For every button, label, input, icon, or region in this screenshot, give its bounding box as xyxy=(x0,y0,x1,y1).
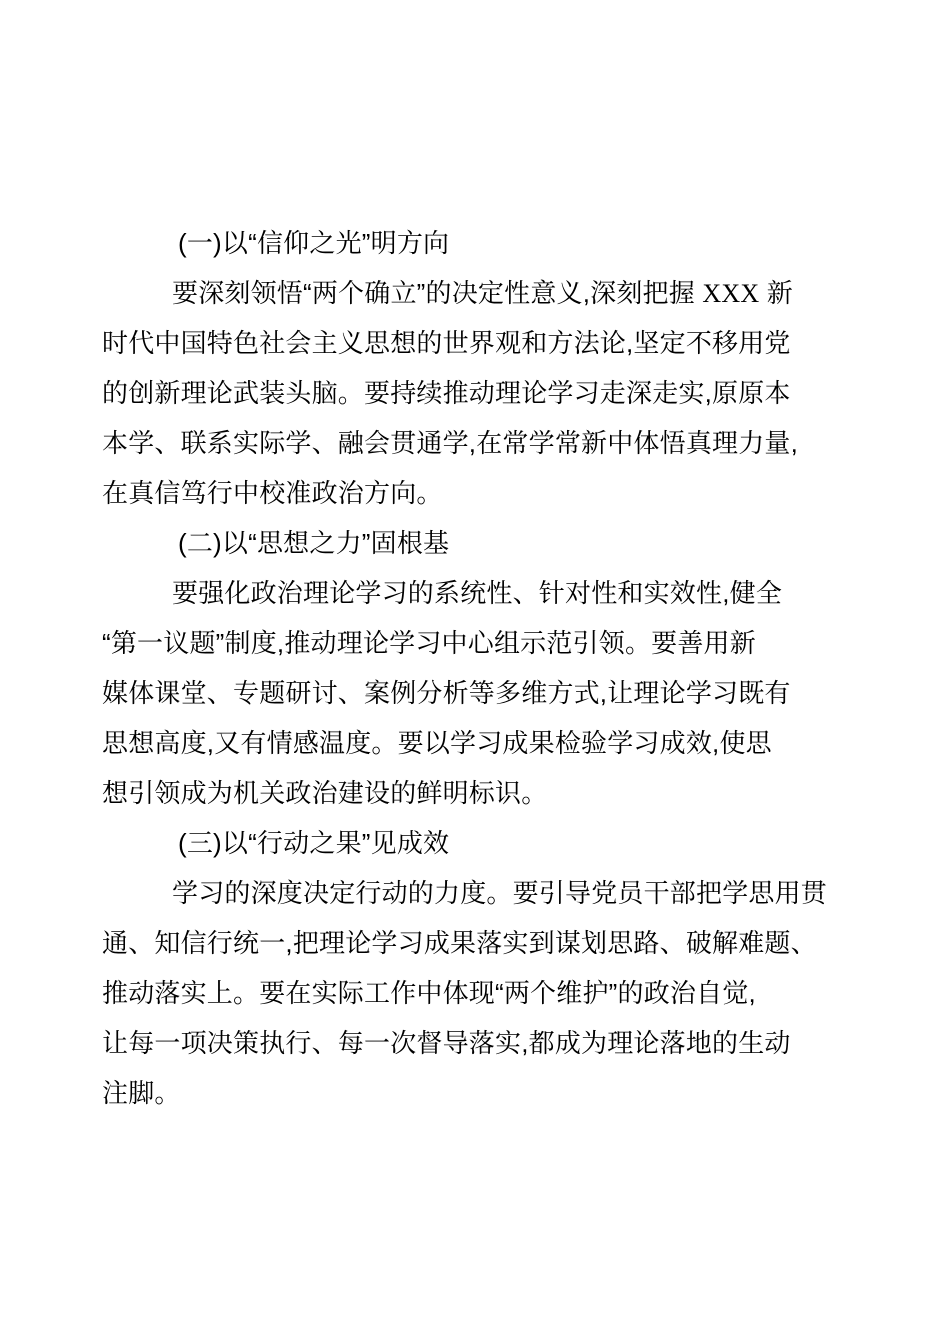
paragraph-line: 注脚。 xyxy=(102,1078,181,1108)
document-body xyxy=(102,218,838,1118)
paragraph-line: “第一议题”制度,推动理论学习中心组示范引领。要善用新 xyxy=(102,628,756,658)
section-heading: (三)以“行动之果”见成效 xyxy=(178,828,450,858)
paragraph-line: 媒体课堂、专题研讨、案例分析等多维方式,让理论学习既有 xyxy=(102,678,791,708)
paragraph-line: 让每一项决策执行、每一次督导落实,都成为理论落地的生动 xyxy=(102,1028,791,1058)
paragraph-line: 要深刻领悟“两个确立”的决定性意义,深刻把握 XXX 新 xyxy=(172,278,793,308)
section-heading: (二)以“思想之力”固根基 xyxy=(178,528,450,558)
paragraph-line: 在真信笃行中校准政治方向。 xyxy=(102,478,443,508)
paragraph-line: 本学、联系实际学、融会贯通学,在常学常新中体悟真理力量, xyxy=(102,428,799,458)
paragraph-line: 要强化政治理论学习的系统性、针对性和实效性,健全 xyxy=(172,578,783,608)
section-heading: (一)以“信仰之光”明方向 xyxy=(178,228,450,258)
paragraph-line: 想引领成为机关政治建设的鲜明标识。 xyxy=(102,778,548,808)
paragraph-line: 时代中国特色社会主义思想的世界观和方法论,坚定不移用党 xyxy=(102,328,791,358)
paragraph-line: 学习的深度决定行动的力度。要引导党员干部把学思用贯 xyxy=(172,878,828,908)
paragraph-line: 通、知信行统一,把理论学习成果落实到谋划思路、破解难题、 xyxy=(102,928,817,958)
paragraph-line: 思想高度,又有情感温度。要以学习成果检验学习成效,使思 xyxy=(102,728,772,758)
latin-text: XXX xyxy=(702,279,760,308)
paragraph-line: 推动落实上。要在实际工作中体现“两个维护”的政治自觉, xyxy=(102,978,756,1008)
paragraph-line: 的创新理论武装头脑。要持续推动理论学习走深走实,原原本 xyxy=(102,378,791,408)
